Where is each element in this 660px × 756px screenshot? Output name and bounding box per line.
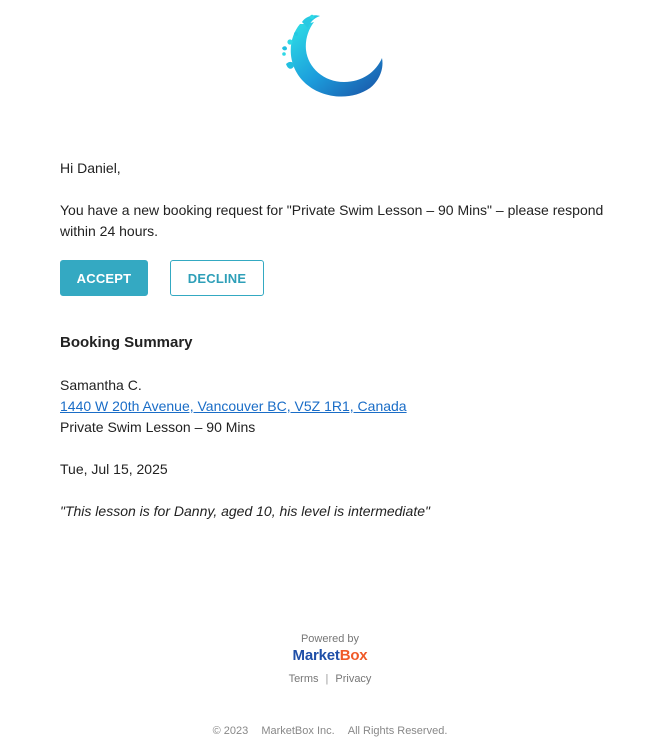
booking-summary-heading: Booking Summary <box>60 334 193 351</box>
link-separator: | <box>325 673 329 685</box>
client-name: Samantha C. <box>60 377 142 393</box>
brand-box-text: Box <box>339 647 368 664</box>
marketbox-logo[interactable] <box>0 647 660 665</box>
decline-button[interactable]: DECLINE <box>170 260 264 296</box>
copyright-year: © 2023 <box>212 725 249 737</box>
brand-market-text: Market <box>292 647 340 664</box>
legal-links <box>0 672 660 686</box>
greeting-text: Hi Daniel, <box>60 160 121 176</box>
booking-date: Tue, Jul 15, 2025 <box>60 461 168 477</box>
service-name: Private Swim Lesson – 90 Mins <box>60 419 256 435</box>
company-name: MarketBox Inc. <box>261 725 335 737</box>
rights-text: All Rights Reserved. <box>347 725 448 737</box>
terms-link[interactable]: Terms <box>288 673 319 685</box>
powered-by-label: Powered by <box>300 633 360 645</box>
booking-request-message: You have a new booking request for "Private Swim Lesson – 90 Mins" – please respond within 24 hours. <box>60 202 604 239</box>
accept-button[interactable]: ACCEPT <box>60 260 148 296</box>
address-link[interactable]: 1440 W 20th Avenue, Vancouver BC, V5Z 1R1, Canada <box>60 398 407 414</box>
copyright-line <box>0 724 660 738</box>
water-splash-logo-icon <box>278 12 386 102</box>
booking-note: "This lesson is for Danny, aged 10, his level is intermediate" <box>60 503 430 519</box>
privacy-link[interactable]: Privacy <box>335 673 372 685</box>
